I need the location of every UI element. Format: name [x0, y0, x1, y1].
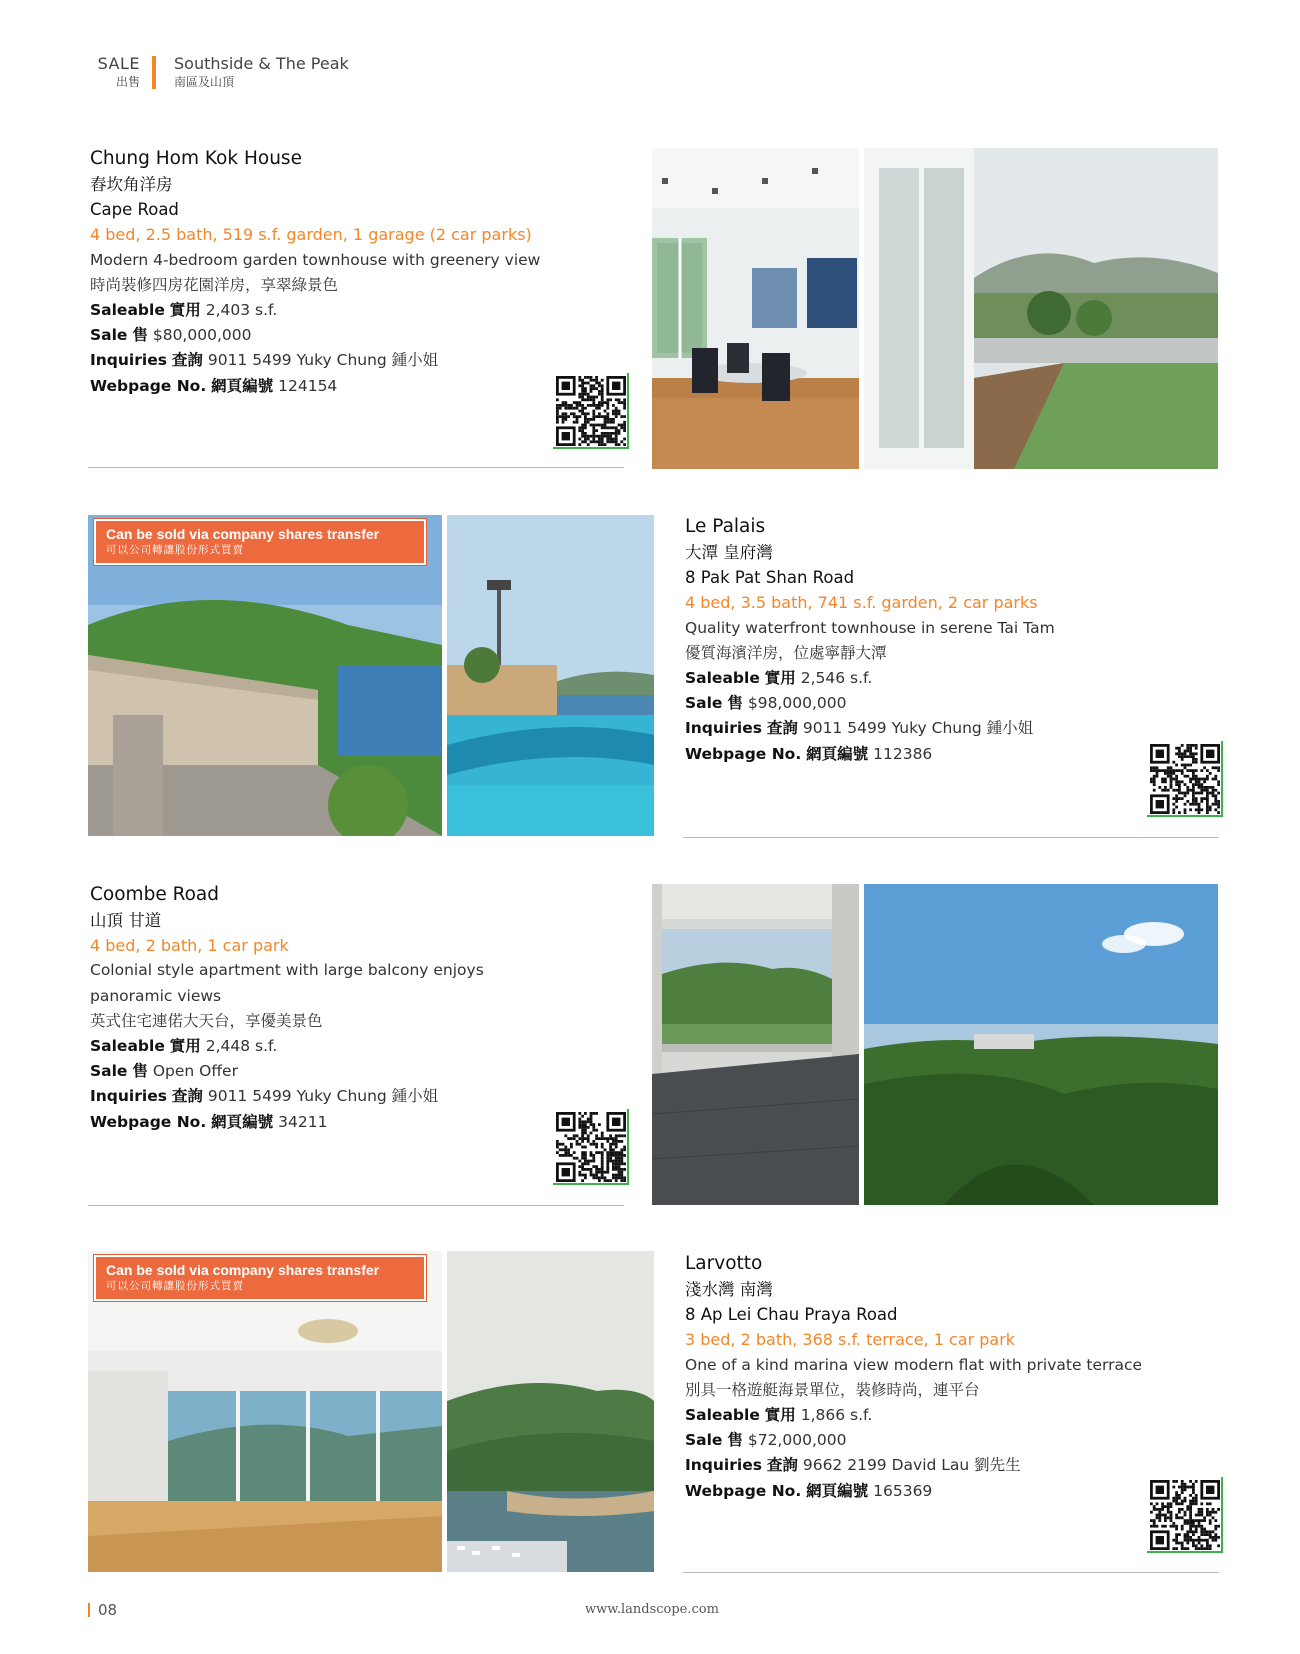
listing-spec: 3 bed, 2 bath, 368 s.f. terrace, 1 car park: [685, 1330, 1016, 1350]
photo-panoramic-view: [864, 884, 1218, 1205]
listing-name: Le Palais: [685, 516, 766, 537]
listing-name-zh: 山頂 甘道: [90, 911, 162, 930]
photo-infinity-pool: [447, 515, 654, 836]
listing-road: 8 Pak Pat Shan Road: [685, 568, 855, 588]
listing-name-zh: 大潭 皇府灣: [685, 543, 773, 562]
listing-name: Larvotto: [685, 1253, 763, 1274]
photo-living-room: [88, 1251, 442, 1572]
company-shares-badge: [94, 1255, 426, 1301]
company-shares-badge: [94, 519, 426, 565]
badge-text-zh: 可以公司轉讓股份形式買賣: [106, 1280, 244, 1292]
listing-le-palais: [685, 514, 1205, 767]
sale-row: Sale 售 $98,000,000: [685, 694, 847, 713]
listing-desc-zh: 別具一格遊艇海景單位，裝修時尚，連平台: [685, 1380, 980, 1399]
listing-desc-en: Colonial style apartment with large balcony enjoys panoramic views: [90, 961, 484, 1005]
inquiries-row: Inquiries 查詢 9011 5499 Yuky Chung 鍾小姐: [90, 351, 439, 370]
qr-pattern: [556, 376, 626, 446]
listing-name-zh: 舂坎角洋房: [90, 175, 173, 194]
divider: [683, 1572, 1219, 1573]
sale-row: Sale 售 Open Offer: [90, 1062, 238, 1081]
listing-larvotto: [685, 1251, 1205, 1504]
photo-garden-terrace: [864, 148, 1218, 469]
qr-code[interactable]: [553, 373, 629, 449]
qr-code[interactable]: [1147, 741, 1223, 817]
sale-row: Sale 售 $80,000,000: [90, 326, 252, 345]
area-label-en: Southside & The Peak: [174, 54, 349, 73]
listing-spec: 4 bed, 2 bath, 1 car park: [90, 936, 289, 956]
webpage-row: Webpage No. 網頁編號 165369: [685, 1481, 933, 1500]
inquiries-row: Inquiries 查詢 9662 2199 David Lau 劉先生: [685, 1456, 1021, 1475]
listing-desc-en: Modern 4-bedroom garden townhouse with greenery view: [90, 250, 541, 269]
listing-name-zh: 淺水灣 南灣: [685, 1280, 773, 1299]
inquiries-row: Inquiries 查詢 9011 5499 Yuky Chung 鍾小姐: [90, 1087, 439, 1106]
divider: [88, 1205, 624, 1206]
badge-text-en: Can be sold via company shares transfer: [106, 526, 380, 542]
listing-desc-zh: 優質海濱洋房，位處寧靜大潭: [685, 643, 887, 662]
footer-url[interactable]: www.landscope.com: [585, 1602, 719, 1617]
listing-desc-en: Quality waterfront townhouse in serene Tai Tam: [685, 618, 1055, 637]
listing-coombe-road: [90, 882, 610, 1135]
qr-code[interactable]: [553, 1109, 629, 1185]
qr-pattern: [556, 1112, 626, 1182]
listing-chung-hom-kok: [90, 146, 610, 399]
saleable-row: Saleable 實用 2,448 s.f.: [90, 1037, 278, 1056]
webpage-row: Webpage No. 網頁編號 112386: [685, 744, 933, 763]
listing-road: Cape Road: [90, 200, 179, 220]
saleable-row: Saleable 實用 2,403 s.f.: [90, 301, 278, 320]
sale-row: Sale 售 $72,000,000: [685, 1431, 847, 1450]
qr-pattern: [1150, 1480, 1220, 1550]
page-number: 08: [98, 1601, 118, 1619]
qr-pattern: [1150, 744, 1220, 814]
listing-name: Chung Hom Kok House: [90, 148, 302, 169]
section-label: [90, 54, 140, 90]
listing-spec: 4 bed, 3.5 bath, 741 s.f. garden, 2 car parks: [685, 593, 1038, 613]
webpage-row: Webpage No. 網頁編號 124154: [90, 376, 338, 395]
badge-text-zh: 可以公司轉讓股份形式買賣: [106, 544, 244, 556]
area-label: [174, 54, 349, 90]
photo-townhouses: [88, 515, 442, 836]
inquiries-row: Inquiries 查詢 9011 5499 Yuky Chung 鍾小姐: [685, 719, 1034, 738]
listing-desc-en: One of a kind marina view modern flat with private terrace: [685, 1355, 1143, 1374]
saleable-row: Saleable 實用 1,866 s.f.: [685, 1406, 873, 1425]
area-label-zh: 南區及山頂: [174, 75, 235, 89]
listing-desc-zh: 英式住宅連偌大天台，享優美景色: [90, 1011, 323, 1030]
listing-road: 8 Ap Lei Chau Praya Road: [685, 1305, 898, 1325]
photo-marina-view: [447, 1251, 654, 1572]
header-divider: [152, 56, 156, 89]
saleable-row: Saleable 實用 2,546 s.f.: [685, 669, 873, 688]
divider: [88, 467, 624, 468]
listing-desc-zh: 時尚裝修四房花園洋房，享翠綠景色: [90, 275, 339, 294]
webpage-row: Webpage No. 網頁編號 34211: [90, 1112, 328, 1131]
photo-balcony: [652, 884, 859, 1205]
badge-text-en: Can be sold via company shares transfer: [106, 1262, 380, 1278]
section-label-en: SALE: [97, 54, 140, 73]
listing-spec: 4 bed, 2.5 bath, 519 s.f. garden, 1 garage (2 car parks): [90, 225, 532, 245]
section-label-zh: 出售: [115, 75, 140, 89]
divider: [683, 837, 1219, 838]
listing-name: Coombe Road: [90, 884, 220, 905]
footer-bar: [88, 1603, 90, 1617]
photo-dining-room: [652, 148, 859, 469]
qr-code[interactable]: [1147, 1477, 1223, 1553]
